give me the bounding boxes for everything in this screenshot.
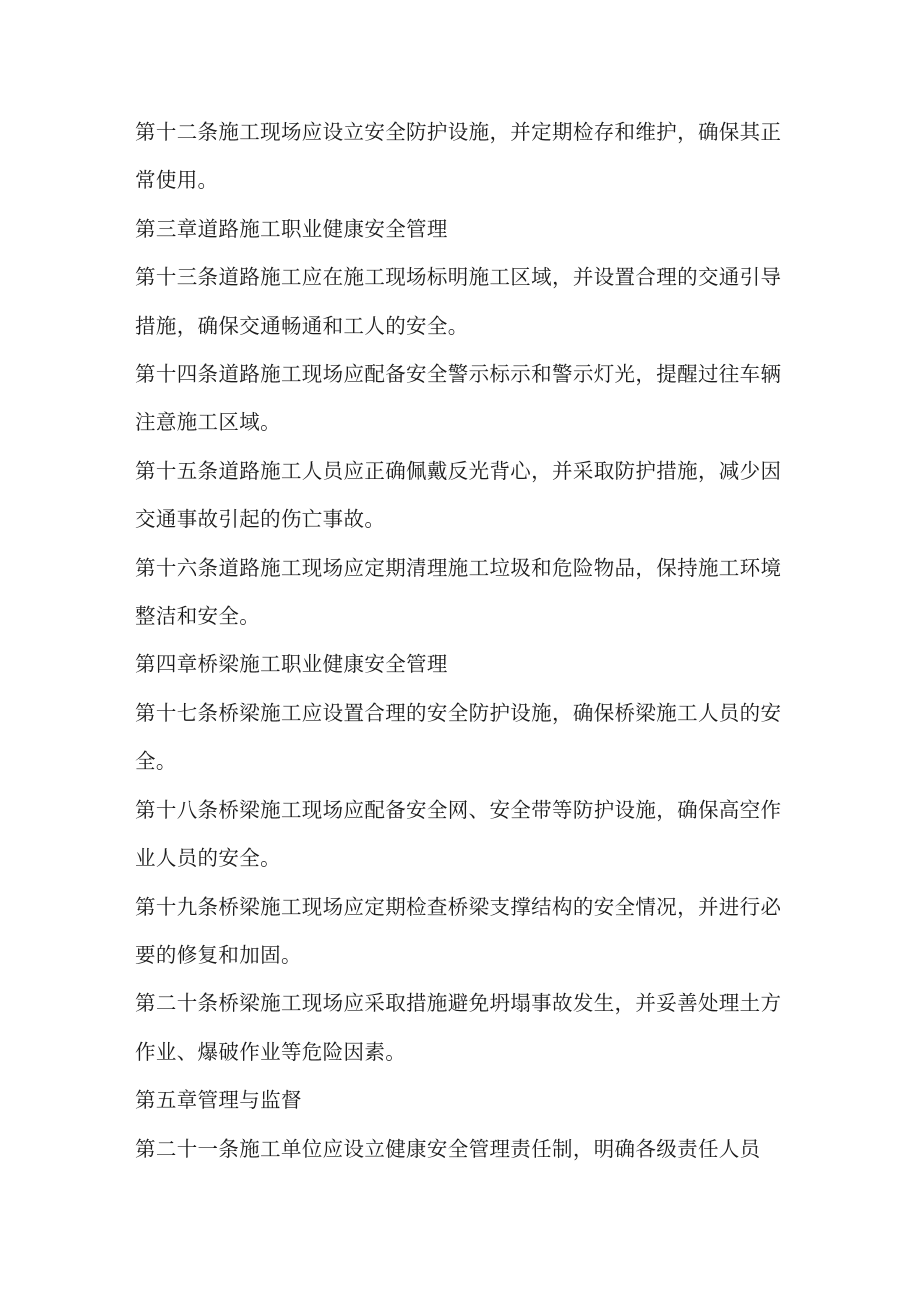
chapter-3-heading: 第三章道路施工职业健康安全管理	[135, 216, 448, 241]
article-16: 第十六条道路施工现场应定期清理施工垃圾和危险物品，保持施工环境整洁和安全。	[135, 555, 782, 629]
chapter-4-heading: 第四章桥梁施工职业健康安全管理	[135, 652, 448, 677]
article-12: 第十二条施工现场应设立安全防护设施，并定期检存和维护，确保其正常使用。	[135, 120, 782, 193]
article-19: 第十九条桥梁施工现场应定期检查桥梁支撑结构的安全情况，并进行必要的修复和加固。	[135, 894, 782, 967]
document-body	[135, 108, 785, 1173]
article-18: 第十八条桥梁施工现场应配备安全网、安全带等防护设施，确保高空作业人员的安全。	[135, 797, 782, 871]
article-21: 第二十一条施工单位应设立健康安全管理责任制，明确各级责任人员	[135, 1136, 761, 1161]
article-15: 第十五条道路施工人员应正确佩戴反光背心，并采取防护措施，减少因交通事故引起的伤亡事故。	[135, 458, 782, 532]
article-20: 第二十条桥梁施工现场应采取措施避免坍塌事故发生，并妥善处理土方作业、爆破作业等危险因素。	[135, 991, 782, 1064]
article-14: 第十四条道路施工现场应配备安全警示标示和警示灯光，提醒过往车辆注意施工区域。	[135, 362, 782, 435]
chapter-5-heading: 第五章管理与监督	[135, 1088, 302, 1113]
article-13: 第十三条道路施工应在施工现场标明施工区域，并设置合理的交通引导措施，确保交通畅通和工人的安全。	[135, 265, 782, 338]
article-17: 第十七条桥梁施工应设置合理的安全防护设施，确保桥梁施工人员的安全。	[135, 700, 782, 774]
